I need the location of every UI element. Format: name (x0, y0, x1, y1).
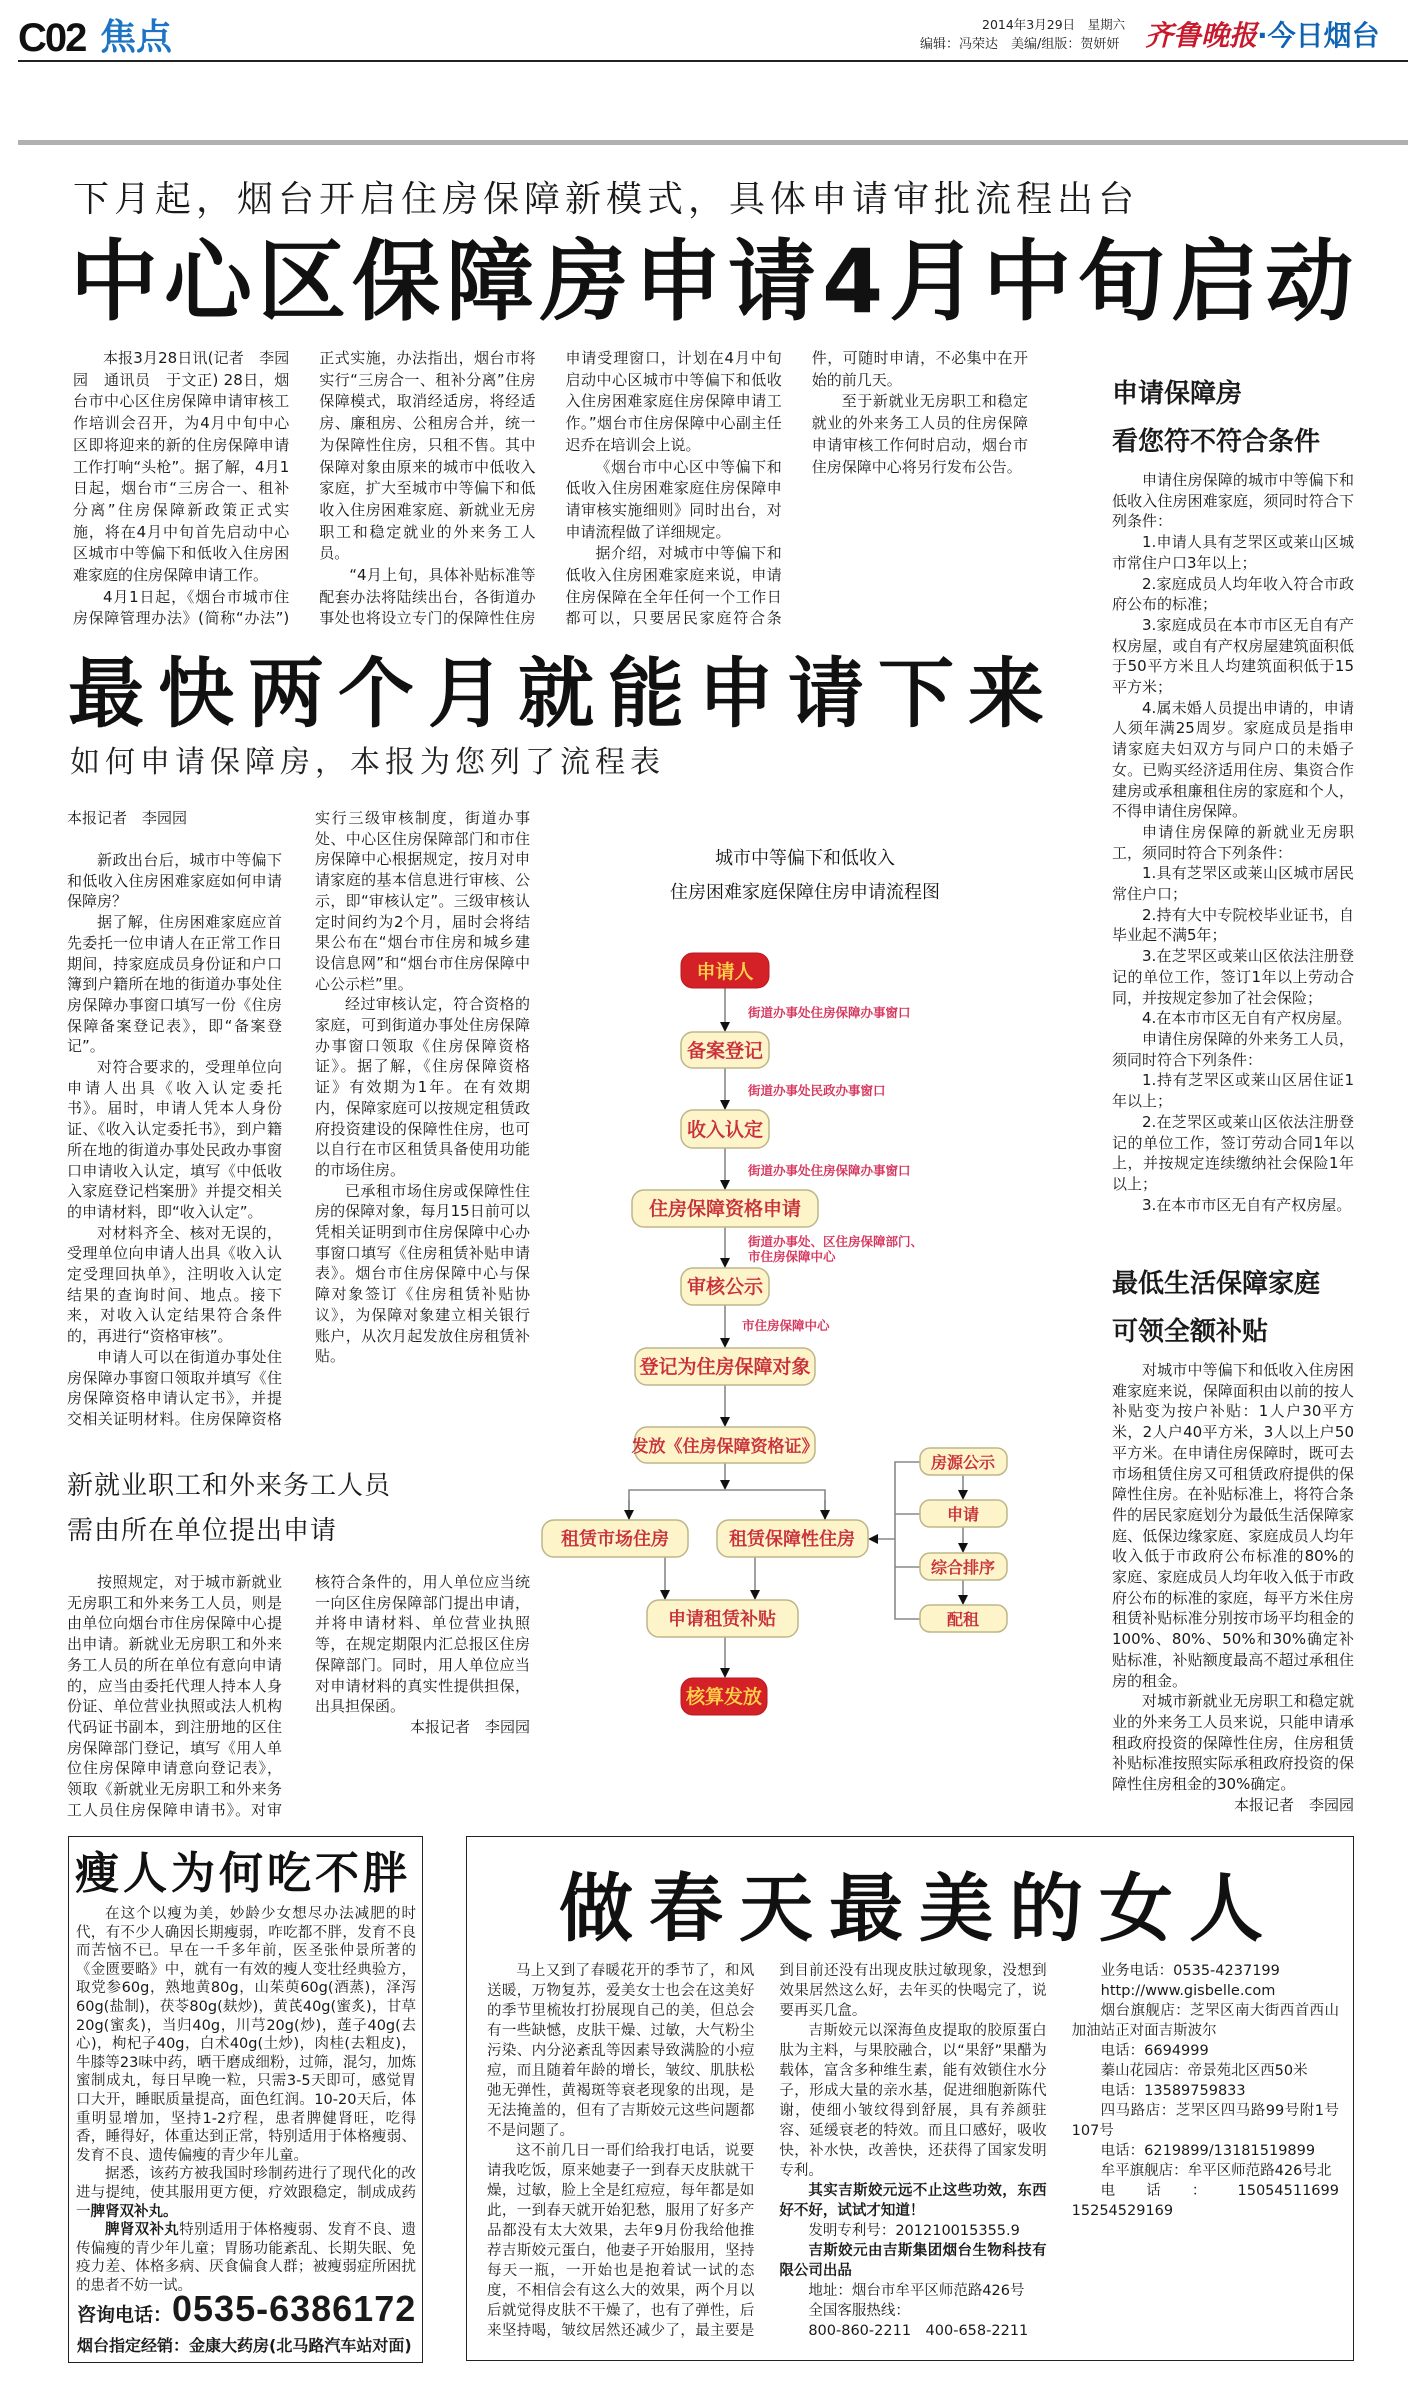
paragraph (76, 2221, 416, 2295)
flow-step-certificate (631, 1427, 819, 1463)
flow-step-review (681, 1268, 769, 1305)
header-rule (18, 60, 1408, 62)
article2-body (67, 808, 530, 1448)
sidebar1-body (1112, 470, 1354, 1215)
paragraph (1071, 2181, 1354, 2221)
paragraph: 4.属未婚人员提出申请的，申请人须年满25周岁。家庭成员是指申请家庭夫妇双方与同户口的未婚子女。已购买经济适用住房、集资合作建房或承租廉租住房的家庭和个人，不得申请住房保障。 (1112, 698, 1354, 821)
paragraph: 新政出台后，城市中等偏下和低收入住房困难家庭如何申请保障房？ (67, 851, 282, 911)
sidebar2-body (1112, 1360, 1354, 1815)
bold-text: 脾肾双补丸 (105, 2222, 180, 2239)
paragraph (779, 2181, 1046, 2221)
paragraph-text: 四马路店：芝罘区四马路99号附1号107号 (1071, 2103, 1339, 2139)
editor-credits: 编辑：冯荣达 美编/组版：贺妍妍 (920, 37, 1120, 52)
paragraph: 申请住房保障的新就业无房职工，须同时符合下列条件： (1112, 822, 1354, 862)
paragraph (487, 1961, 754, 2141)
paragraph: 已承租市场住房或保障性住房的保障对象，每月15日前可以凭相关证明到市住房保障中心办事窗口填写《住房租赁补贴申请表》。烟台市住房保障中心与保障对象签订《住房租赁补贴协议》，为保障对象建立相关银行账户，从次月起发放住房租赁补贴。 (315, 1181, 530, 1366)
article3-heading-line1: 新就业职工和外来务工人员 (67, 1471, 392, 1501)
article3-heading (67, 1464, 391, 1554)
paragraph: 对城市中等偏下和低收入住房困难家庭来说，保障面积由以前的按人补贴变为按户补贴：1人户30平方米，2人户40平方米，3人以上户50平方米。在申请住房保障时，既可去市场租赁住房又可租赁政府提供的保障性住房。在补贴标准上，将符合条件的居民家庭划分为最低生活保障家庭、低保边缘家庭、家庭成员人均年收入低于市政府公布标准的80%的家庭、家庭成员人均年收入低于市政府公布的标准的家庭，每平方米住房租赁补贴标准分别按市场平均租金的100%、80%、50%和30%确定补贴标准，补贴额度最高不超过承租住房的租金。 (1112, 1361, 1354, 1690)
svg-text:申请: 申请 (946, 1505, 980, 1524)
flow-step-payout (681, 1678, 767, 1715)
paragraph: 申请住房保障的外来务工人员，须同时符合下列条件： (1112, 1029, 1354, 1069)
advertisement-pill (68, 1836, 423, 2363)
paragraph (1072, 2041, 1339, 2061)
paragraph: 据介绍，对城市中等偏下和低收入住房困难家庭来说，申请住房保障在全年任何一个工作日都可以，只要居民家庭符合条件，可随时申请，不必集中在开始的前几天。 (565, 349, 1028, 628)
sidebar2-paragraphs (1112, 1360, 1354, 1795)
paragraph: 3.家庭成员在本市市区无自有产权房屋，或自有产权房屋建筑面积低于50平方米且人均建筑面积低于15平方米； (1112, 615, 1354, 697)
ad-right-title: 做春天最美的女人 (559, 1866, 1279, 1952)
paragraph-text: 牟平旗舰店：牟平区师范路426号北 (1100, 2163, 1332, 2179)
svg-text:配租: 配租 (946, 1610, 980, 1629)
paragraph: 对材料齐全、核对无误的，受理单位向申请人出具《收入认定受理回执单》，注明收入认定结果的查询时间、地点。接下来，对收入认定结果符合条件的，再进行“资格审核”。 (67, 1223, 282, 1346)
flow-label: 街道办事处、区住房保障部门、 (748, 1234, 924, 1249)
paragraph: “4月上旬，具体补贴标准等配套办法将陆续出台，各街道办事处也将设立专门的保障性住房申请受理窗口，计划在4月中旬启动中心区城市中等偏下和低收入住房困难家庭住房保障申请工作。”烟台市住房保障中心副主任迟乔在培训会上说。 (319, 349, 782, 628)
svg-text:住房保障资格申请: 住房保障资格申请 (648, 1198, 802, 1220)
paragraph (1072, 2081, 1339, 2101)
paragraph: 2.家庭成员人均年收入符合市政府公布的标准； (1112, 574, 1354, 614)
paragraph-text: 据悉，该药方被我国时珍制药进行了现代化的改进与提纯，使其服用更方便，疗效跟稳定，制成成药一 (76, 2166, 416, 2220)
paragraph: 1.具有芝罘区或莱山区城市居民常住户口； (1112, 864, 1354, 904)
flow-label: 街道办事处住房保障办事窗口 (748, 1005, 911, 1020)
paragraph (1072, 2161, 1339, 2181)
paragraph (779, 2221, 1046, 2241)
flow-step-register (635, 1348, 815, 1385)
paragraph (1072, 1981, 1339, 2001)
section-divider (18, 140, 1408, 145)
sidebar1-title-line1: 申请保障房 (1112, 379, 1243, 409)
flow-step-qualification (632, 1190, 818, 1227)
sidebar1-title (1112, 370, 1320, 466)
paragraph-text: 特别适用于体格瘦弱、发育不良、遗传偏瘦的青少年儿童；胃肠功能紊乱、长期失眠、免疫力差、体格多病、厌食偏食人群；被瘦弱症所困扰的患者不妨一试。 (76, 2222, 416, 2294)
ad-left-phone (77, 2289, 416, 2329)
paragraph: 3.在本市市区无自有产权房屋。 (1142, 1195, 1352, 1214)
logo-red-text: 齐鲁晚报 (1145, 19, 1258, 52)
paragraph-text: 发明专利号：201210015355.9 (808, 2223, 1020, 2239)
article2-subheadline: 如何申请保障房，本报为您列了流程表 (70, 745, 665, 780)
sidebar2-byline: 本报记者 李园园 (1233, 1795, 1354, 1814)
paragraph: 3.在芝罘区或莱山区依法注册登记的单位工作，签订1年以上劳动合同，并按规定参加了社会保险； (1112, 947, 1354, 1007)
paragraph-text: 电话：6694999 (1100, 2043, 1209, 2059)
article2-paragraphs (67, 808, 530, 1448)
svg-text:发放《住房保障资格证》: 发放《住房保障资格证》 (631, 1437, 819, 1457)
svg-text:申请人: 申请人 (696, 961, 754, 983)
svg-text:申请租赁补贴: 申请租赁补贴 (668, 1609, 776, 1630)
paragraph-text: 蓁山花园店：帝景苑北区西50米 (1100, 2063, 1308, 2079)
logo-blue-text: ·今日烟台 (1257, 19, 1380, 52)
application-flowchart (540, 820, 1080, 1730)
svg-text:综合排序: 综合排序 (930, 1558, 996, 1577)
paragraph (1072, 2061, 1339, 2081)
flow-step-income (681, 1110, 769, 1148)
svg-text:备案登记: 备案登记 (686, 1040, 764, 1062)
svg-text:审核公示: 审核公示 (686, 1276, 764, 1298)
svg-text:收入认定: 收入认定 (686, 1119, 764, 1141)
paragraph-text: 吉斯姣元由吉斯集团烟台生物科技有限公司出品 (779, 2243, 1047, 2279)
flow-label: 市住房保障中心 (748, 1249, 836, 1264)
paragraph (779, 2281, 1046, 2301)
svg-text:租赁保障性住房: 租赁保障性住房 (729, 1529, 855, 1550)
page-number: C02 (18, 16, 86, 60)
flow-label: 市住房保障中心 (742, 1318, 830, 1333)
paragraph (1072, 2001, 1339, 2041)
svg-text:租赁市场住房: 租赁市场住房 (561, 1529, 669, 1550)
article1-kicker: 下月起，烟台开启住房保障新模式，具体申请审批流程出台 (73, 179, 1140, 220)
flow-step-subsidy (647, 1600, 798, 1637)
svg-text:登记为住房保障对象: 登记为住房保障对象 (639, 1356, 811, 1378)
paragraph-text: 800-860-2211 400-658-2211 (808, 2323, 1029, 2339)
sidebar2-title-line2: 可领全额补贴 (1112, 1317, 1269, 1347)
paragraph-text: 吉斯姣元以深海鱼皮提取的胶原蛋白肽为主料，与果胶融合，以“果舒”果醋为载体，富含多种维生素，能有效锁住水分子，形成大量的亲水基，促进细胞新陈代谢，使细小皱纹得到舒展，具有养颜驻容、延缓衰老的特效。而且口感好，吸收快，补水快，改善快，还获得了国家发明专利。 (779, 2023, 1047, 2179)
sidebar1-title-line2: 看您符不符合条件 (1112, 427, 1321, 457)
paragraph (779, 2301, 1046, 2321)
sidebar2-title-line1: 最低生活保障家庭 (1112, 1269, 1321, 1299)
paragraph: 1.持有芝罘区或莱山区居住证1年以上； (1112, 1071, 1354, 1111)
paragraph: 本报3月28日讯(记者 李园园 通讯员 于文正) 28日，烟台市中心区住房保障申请审核工作培训会召开，为4月中旬中心区即将迎来的新的住房保障申请工作打响“头枪”。据了解，4月1日起，烟台市“三房合一、租补分离”住房保障新政策正式实施，将在4月中旬首先启动中心区城市中等偏下和低收入住房困难家庭的住房保障申请工作。 (73, 349, 290, 585)
paragraph-text: 全国客服热线： (808, 2303, 910, 2319)
paragraph (779, 2321, 1046, 2341)
ad-left-body (76, 1905, 416, 2295)
flow-step-public-rent (717, 1520, 868, 1557)
ad-left-title: 瘦人为何吃不胖 (75, 1848, 411, 1899)
paragraph: 4.在本市市区无自有产权房屋。 (1142, 1009, 1352, 1028)
flow-step-applicant (681, 953, 769, 988)
article3-paragraphs (67, 1572, 530, 1824)
article1-body (73, 348, 1028, 638)
flowchart-title-line2: 住房困难家庭保障住房申请流程图 (670, 882, 940, 903)
paragraph-text: 烟台旗舰店：芝罘区南大街西首西山加油站正对面吉斯波尔 (1071, 2003, 1339, 2039)
ad-left-dealer: 烟台指定经销：金康大药房(北马路汽车站对面) (77, 2336, 412, 2355)
paragraph: 申请人可以在街道办事处住房保障办事窗口领取并填写《住房保障资格申请认定书》，并提交相关证明材料。住房保障资格实行三级审核制度，街道办事处、中心区住房保障部门和市住房保障中心根据规定，按月对申请家庭的基本信息进行审核、公示，即“审核认定”。三级审核认定时间约为2个月，届时会将结果公布在“烟台市住房和城乡建设信息网”和“烟台市住房保障中心公示栏”里。 (67, 809, 530, 1428)
paragraph (1072, 2101, 1339, 2141)
paragraph (779, 2241, 1046, 2281)
article3-heading-line2: 需由所在单位提出申请 (67, 1516, 338, 1546)
paragraph-text: 电话：15054511699 15254529169 (1071, 2183, 1354, 2219)
paragraph (76, 2165, 416, 2221)
paragraph (76, 1905, 416, 2165)
paragraph: 对符合要求的，受理单位向申请人出具《收入认定委托书》。届时，申请人凭本人身份证、《收入认定委托书》，到户籍所在地的街道办事处民政办事窗口申请收入认定，填写《中低收入家庭登记档案册》并提交相关的申请材料，即“收入认定”。 (67, 1058, 282, 1221)
paragraph: 1.申请人具有芝罘区或莱山区城市常住户口3年以上； (1112, 533, 1354, 572)
paragraph-text: 业务电话：0535-4237199 (1100, 1963, 1280, 1979)
ad-right-body (487, 1961, 1354, 2357)
paragraph-text: 在这个以瘦为美，妙龄少女想尽办法减肥的时代，有不少人确因长期瘦弱，咋吃都不胖，发育不良而苦恼不已。早在一千多年前，医圣张仲景所著的《金匮要略》中，就有一有效的瘦人变壮经典验方，取党参60g，熟地黄80g，山茱萸60g(酒蒸)，泽泻60g(盐制)，茯苓80g(麸炒)，黄芪40g(蜜炙)，甘草20g(蜜炙)，当归40g，川芎20g(炒)，莲子40g(去心)，枸杞子40g，白术40g(土炒)，肉桂(去粗皮)，牛膝等23味中药，晒干磨成细粉，过筛，混匀，加炼蜜制成丸，每日早晚一粒，只需3-5天即可，感觉胃口大开，睡眠质量提高，面色红润。10-20天后，体重明显增加，坚持1-2疗程，患者脾健肾旺，吃得香，睡得好，体重达到正常，特别适用于体格瘦弱、发育不良、遗传偏瘦的青少年儿童。 (76, 1906, 416, 2164)
paragraph: 《烟台市中心区中等偏下和低收入住房困难家庭住房保障申请审核实施细则》同时出台，对申请流程做了详细规定。 (565, 457, 782, 541)
article2-byline: 本报记者 李园园 (67, 809, 188, 827)
paragraph: 2.持有大中专院校毕业证书，自毕业起不满5年； (1112, 905, 1354, 945)
flowchart-title-line1: 城市中等偏下和低收入 (715, 848, 895, 869)
flow-step-filing (681, 1032, 769, 1068)
phone-label: 咨询电话： (77, 2304, 173, 2326)
svg-text:核算发放: 核算发放 (685, 1686, 763, 1708)
article1-headline: 中心区保障房申请4月中旬启动 (70, 230, 1360, 333)
phone-number: 0535-6386172 (172, 2288, 417, 2329)
paragraph: 经过审核认定，符合资格的家庭，可到街道办事处住房保障办事窗口领取《住房保障资格证》。据了解，《住房保障资格证》有效期为1年。在有效期内，保障家庭可以按规定租赁政府投资建设的保障性住房，也可以自行在市区租赁具备使用功能的市场住房。 (315, 995, 530, 1179)
newspaper-logo (1145, 14, 1380, 62)
article3-body (67, 1572, 530, 1824)
bold-text: 脾肾双补丸。 (90, 2203, 178, 2220)
paragraph-text: 马上又到了春暖花开的季节了，和风送暖，万物复苏，爱美女士也会在这美好的季节里梳妆打扮展现自己的美，但总会有一些缺憾，皮肤干燥、过敏，大气粉尘污染、内分泌紊乱等因素导致满脸的小痘痘，而且随着年龄的增长，皱纹、肌肤松弛无弹性，黄褐斑等衰老现象的出现，是无法掩盖的，但有了吉斯姣元这些问题都不是问题了。 (487, 1963, 755, 2139)
article2-headline: 最快两个月就能申请下来 (68, 649, 1058, 738)
paragraph: 据了解，住房困难家庭应首先委托一位申请人在正常工作日期间，持家庭成员身份证和户口簿到户籍所在地的街道办事处住房保障办事窗口填写一份《住房保障备案登记表》，即“备案登记”。 (67, 913, 282, 1056)
paragraph (1072, 2141, 1339, 2161)
paragraph: 对城市新就业无房职工和稳定就业的外来务工人员来说，只能申请承租政府投资的保障性住房，住房租赁补贴标准按照实际承租政府投资的保障性住房租金的30%确定。 (1112, 1692, 1354, 1794)
paragraph-text: 这不前几日一哥们给我打电话，说要请我吃饭，原来她妻子一到春天皮肤就干燥，过敏，脸上全是红痘痘，每年都是如此，一到春天就开始犯愁，服用了好多产品都没有太大效果，去年9月份我给他推荐吉斯姣元蛋白，他妻子开始服用，坚持每天一瓶，一开始也是抱着试一试的态度，不相信会有这么大的效果，两个月以后就觉得皮肤不干燥了，也有了弹性，后来坚持喝，皱纹居然还减少了，最主要是到目前还没有出现皮肤过敏现象，没想到效果居然这么好，去年买的快喝完了，说要再买几盒。 (487, 1963, 1047, 2339)
flow-label: 街道办事处民政办事窗口 (748, 1083, 886, 1098)
paragraph (779, 2021, 1046, 2181)
sidebar2-title (1112, 1260, 1320, 1356)
paragraph-text: http://www.gisbelle.com (1100, 1983, 1276, 1999)
paragraph: 申请住房保障的城市中等偏下和低收入住房困难家庭，须同时符合下列条件： (1112, 471, 1354, 531)
paragraph: 4月1日起，《烟台市城市住房保障管理办法》(简称“办法”)正式实施，办法指出，烟台市将实行“三房合一、租补分离”住房保障模式，取消经适房，将经适房、廉租房、公租房合并，统一为保障性住房，只租不售。其中保障对象由原来的城市中低收入家庭，扩大至城市中等偏下和低收入住房困难家庭、新就业无房职工和稳定就业的外来务工人员。 (73, 349, 536, 628)
paragraph-text: 电话：13589759833 (1100, 2083, 1246, 2099)
paragraph-text: 电话：6219899/13181519899 (1100, 2143, 1316, 2159)
paragraph-text: 地址：烟台市牟平区师范路426号 (808, 2283, 1025, 2299)
flow-step-market-rent (542, 1520, 688, 1557)
advertisement-collagen (466, 1836, 1354, 2361)
paragraph: 2.在芝罘区或莱山区依法注册登记的单位工作，签订劳动合同1年以上，并按规定连续缴纳社会保险1年以上； (1112, 1112, 1354, 1193)
paragraph-text: 其实吉斯姣元远不止这些功效，东西好不好，试试才知道！ (779, 2183, 1047, 2219)
issue-date: 2014年3月29日 星期六 (982, 17, 1126, 32)
flow-label: 街道办事处住房保障办事窗口 (748, 1163, 911, 1178)
section-name: 焦点 (100, 17, 173, 58)
paragraph (1072, 1961, 1339, 1981)
paragraph: 至于新就业无房职工和稳定就业的外来务工人员的住房保障申请审核工作何时启动，烟台市住房保障中心将另行发布公告。 (811, 392, 1028, 476)
svg-text:房源公示: 房源公示 (930, 1453, 996, 1472)
article3-byline: 本报记者 李园园 (409, 1717, 530, 1736)
paragraph: 按照规定，对于城市新就业无房职工和外来务工人员，则是由单位向烟台市住房保障中心提出申请。新就业无房职工和外来务工人员的所在单位有意向申请的，应当由委托代理人持本人身份证、单位营业执照或法人机构代码证书副本，到注册地的区住房保障部门登记，填写《用人单位住房保障申请意向登记表》，领取《新就业无房职工和外来务工人员住房保障申请书》。对审核符合条件的，用人单位应当统一向区住房保障部门提出申请，并将申请材料、单位营业执照等，在规定期限内汇总报区住房保障部门。同时，用人单位应当对申请材料的真实性提供担保，出具担保函。 (67, 1573, 530, 1819)
